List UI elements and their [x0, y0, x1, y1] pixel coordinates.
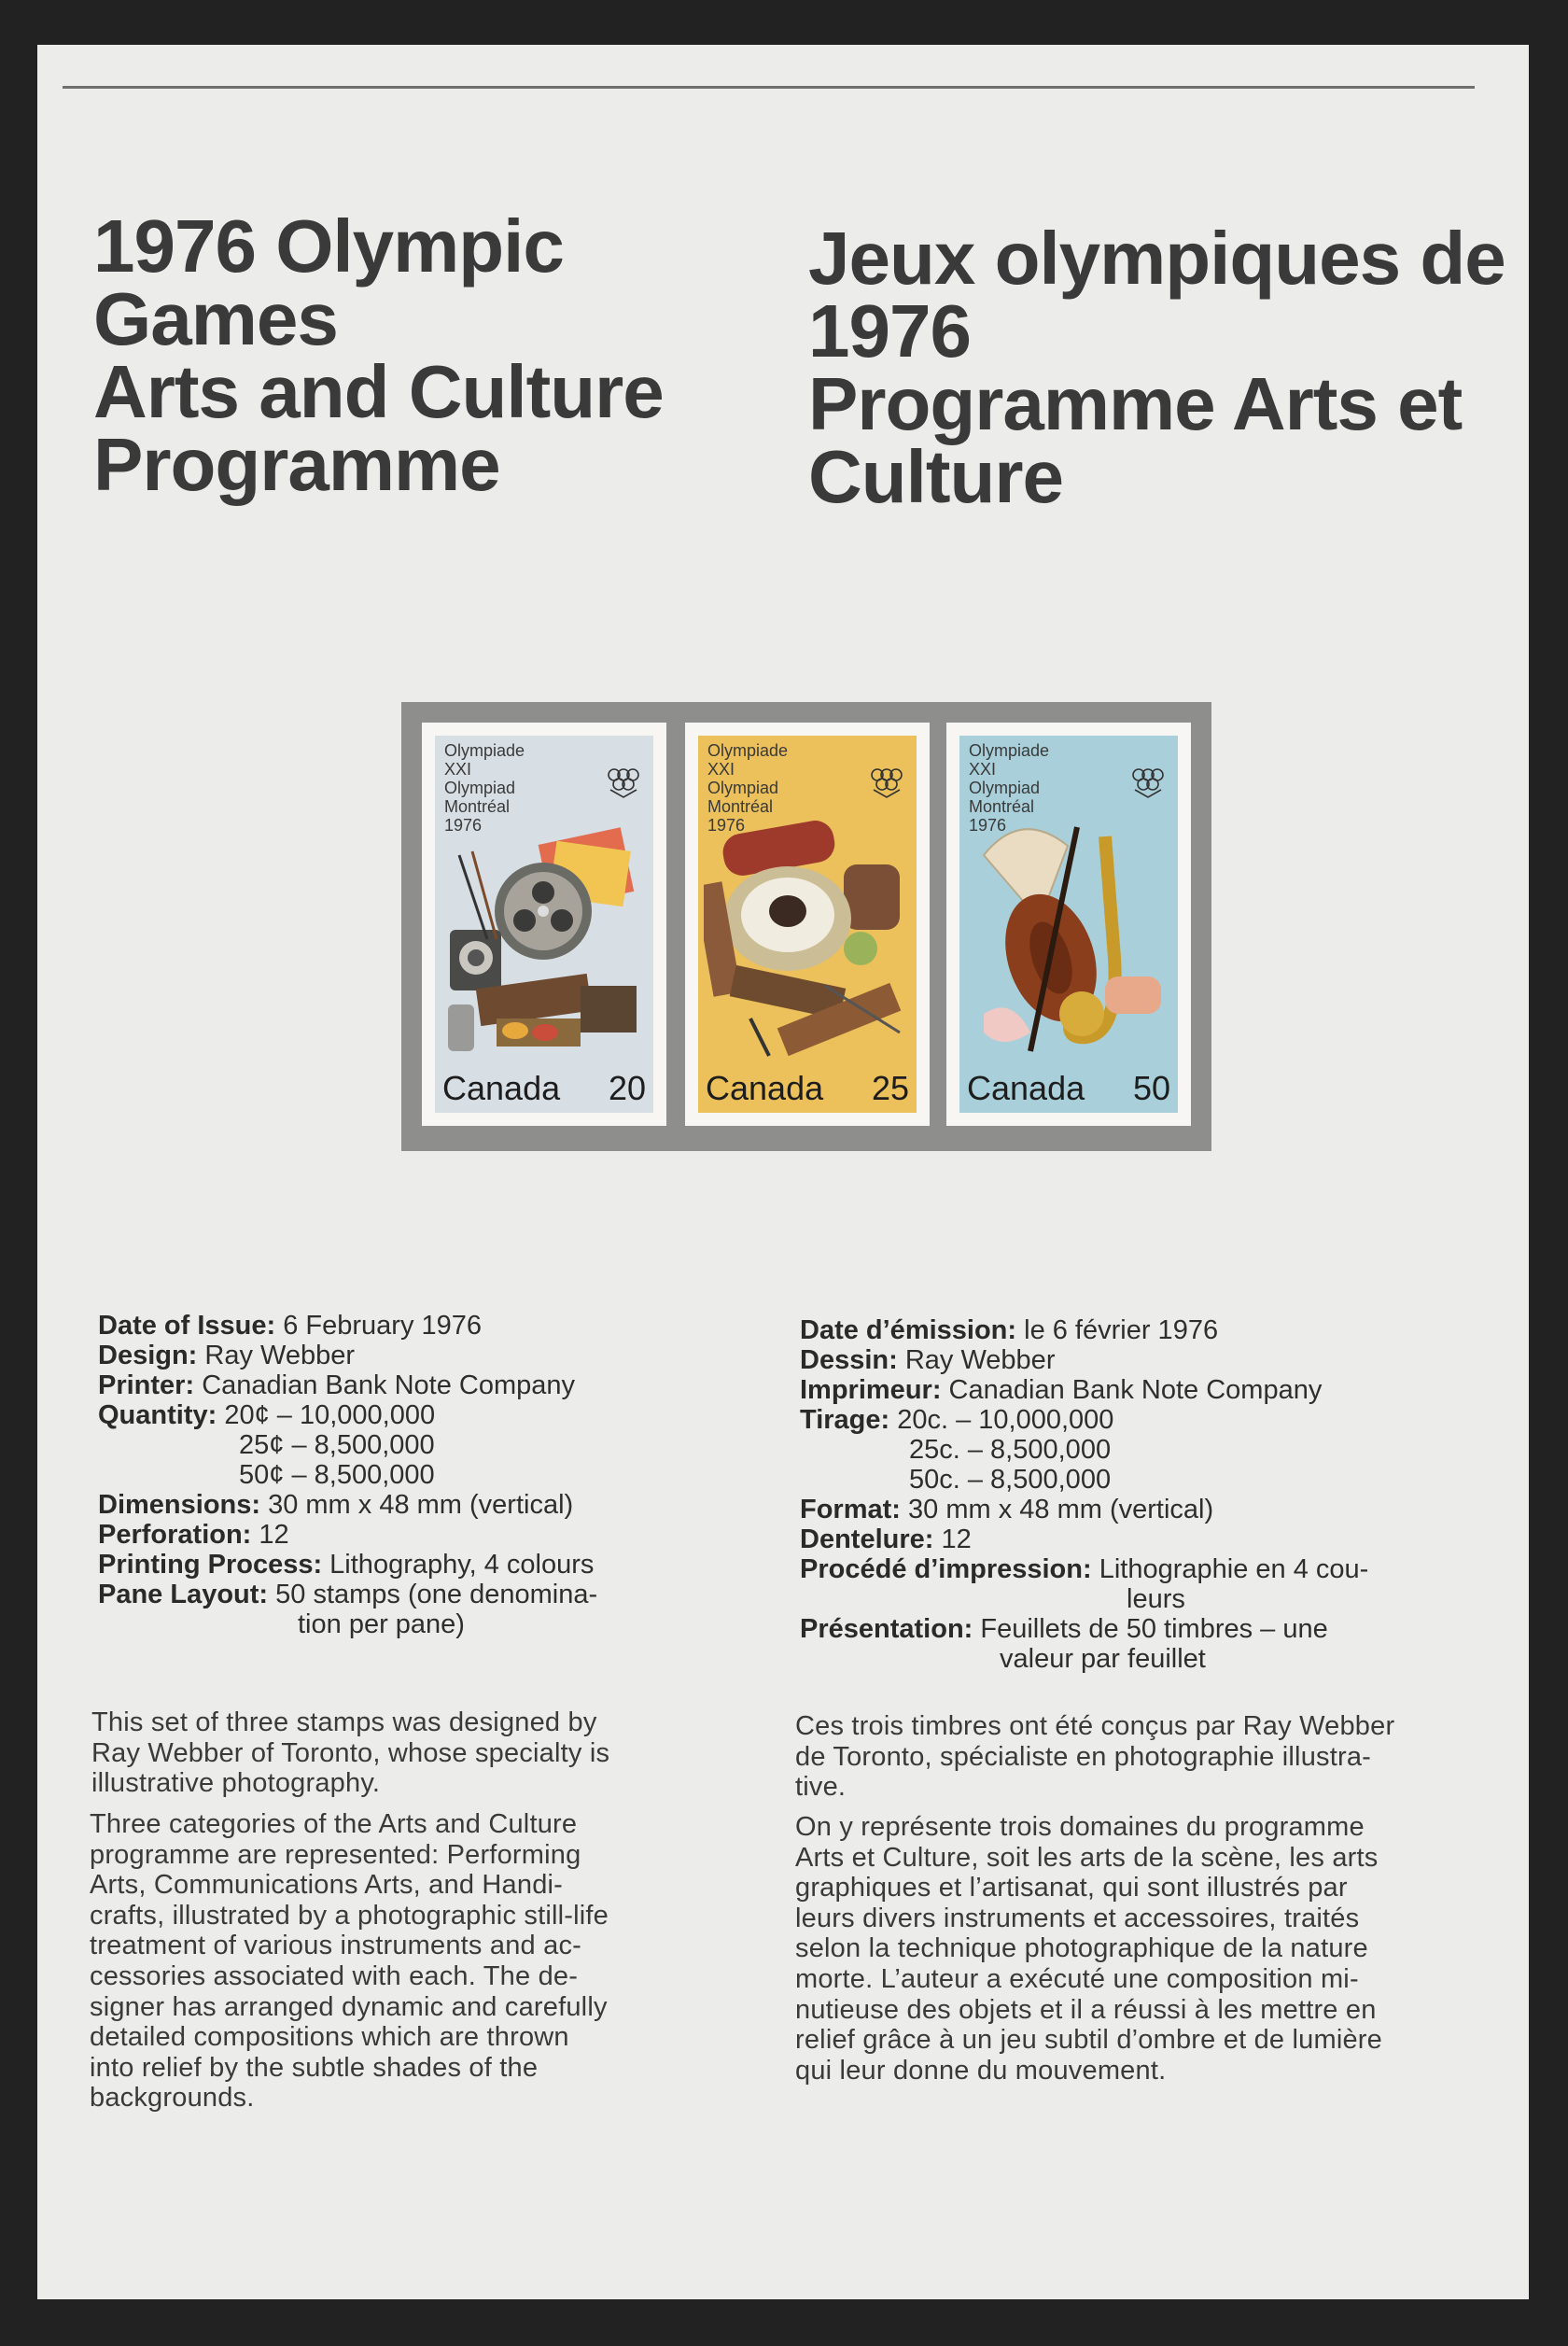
stamp-inscription: Olympiade XXI Olympiad Montréal 1976: [444, 741, 525, 835]
olympic-rings-icon: [868, 762, 905, 799]
printer-value: Canadian Bank Note Company: [941, 1375, 1323, 1405]
stamp-face: [435, 736, 653, 1113]
design-value: Ray Webber: [897, 1345, 1056, 1375]
design-value: Ray Webber: [197, 1341, 356, 1370]
printer-label: Printer:: [98, 1370, 195, 1400]
quantity-label: Tirage:: [800, 1405, 890, 1435]
quantity-value: 50c. – 8,500,000: [909, 1465, 1112, 1495]
process-value: Lithographie en 4 cou-: [1091, 1554, 1369, 1584]
format-label: Format:: [800, 1495, 901, 1524]
process-value: Lithography, 4 colours: [322, 1550, 595, 1580]
perforation-label: Dentelure:: [800, 1524, 934, 1554]
description-french-2: On y représente trois domaines du programme Arts et Culture, soit les arts de la scène, les arts graphiques et l’artisanat, qui sont illustrés par leurs divers instruments et accessoires, traités selon la technique photographique de la nature morte. L’auteur a exécuté une composition mi- nutieuse des objets et il a réussi à les mettre en relief grâce à un jeu subtil d’ombre et de lumière qui leur donne du mouvement.: [795, 1812, 1382, 2086]
date-value: le 6 février 1976: [1016, 1315, 1219, 1345]
printer-value: Canadian Bank Note Company: [194, 1370, 575, 1400]
quantity-label: Quantity:: [98, 1400, 217, 1430]
quantity-value: 50¢ – 8,500,000: [239, 1460, 435, 1490]
stamp-inscription: Olympiade XXI Olympiad Montréal 1976: [969, 741, 1050, 835]
olympic-rings-icon: [1129, 762, 1167, 799]
perforation-value: 12: [933, 1524, 972, 1554]
process-label: Procédé d’impression:: [800, 1554, 1092, 1584]
quantity-value: 20¢ – 10,000,000: [217, 1400, 436, 1430]
dimensions-label: Dimensions:: [98, 1490, 261, 1520]
stamp-inscription: Olympiade XXI Olympiad Montréal 1976: [707, 741, 789, 835]
stamp-20: [422, 723, 666, 1126]
process-value: leurs: [1127, 1584, 1185, 1614]
title-english: 1976 Olympic Games Arts and Culture Programme: [93, 204, 664, 506]
performing-arts-illustration: [965, 818, 1172, 1059]
design-label: Design:: [98, 1341, 198, 1370]
stamp-face: [959, 736, 1178, 1113]
dimensions-value: 30 mm x 48 mm (vertical): [260, 1490, 574, 1520]
title-french: Jeux olympiques de 1976 Programme Arts et Culture: [808, 217, 1505, 518]
design-label: Dessin:: [800, 1345, 898, 1375]
date-value: 6 February 1976: [275, 1311, 483, 1341]
handicrafts-illustration: [704, 818, 911, 1059]
quantity-value: 25¢ – 8,500,000: [239, 1430, 435, 1460]
stamp-country: Canada: [706, 1069, 824, 1107]
pane-value: valeur par feuillet: [1000, 1644, 1206, 1674]
pane-label: Pane Layout:: [98, 1580, 269, 1609]
stamp-value: 20: [608, 1069, 646, 1107]
quantity-value: 20c. – 10,000,000: [889, 1405, 1114, 1435]
stamp-50: [946, 723, 1191, 1126]
stamp-value: 50: [1132, 1069, 1170, 1107]
stamp-25: [685, 723, 930, 1126]
perforation-value: 12: [251, 1520, 289, 1550]
date-label: Date d’émission:: [800, 1315, 1017, 1345]
pane-label: Présentation:: [800, 1614, 973, 1644]
format-value: 30 mm x 48 mm (vertical): [900, 1495, 1214, 1524]
stamp-country: Canada: [967, 1069, 1085, 1107]
pane-value: tion per pane): [298, 1609, 465, 1639]
stamp-value: 25: [871, 1069, 909, 1107]
stamp-country: Canada: [442, 1069, 561, 1107]
process-label: Printing Process:: [98, 1550, 323, 1580]
perforation-label: Perforation:: [98, 1520, 252, 1550]
printer-label: Imprimeur:: [800, 1375, 942, 1405]
details-english: [98, 1311, 751, 1639]
pane-value: 50 stamps (one denomina-: [268, 1580, 598, 1609]
description-english-1: This set of three stamps was designed by Ray Webber of Toronto, whose specialty is illustrative photography.: [91, 1707, 610, 1799]
stamp-face: [698, 736, 917, 1113]
olympic-rings-icon: [605, 762, 642, 799]
communications-arts-illustration: [441, 818, 648, 1059]
top-rule: [63, 86, 1475, 89]
stamp-strip: [401, 702, 1211, 1151]
description-english-2: Three categories of the Arts and Culture programme are represented: Performing Arts, Communications Arts, and Handi- crafts, illustrated by a photographic still-life treatment of various instruments and ac- cessories associated with each. The de- signer has arranged dynamic and carefully detailed compositions which are thrown into relief by the subtle shades of the backgrounds.: [90, 1809, 609, 2114]
date-label: Date of Issue:: [98, 1311, 276, 1341]
details-french: [800, 1315, 1509, 1674]
pane-value: Feuillets de 50 timbres – une: [973, 1614, 1328, 1644]
quantity-value: 25c. – 8,500,000: [909, 1435, 1112, 1465]
description-french-1: Ces trois timbres ont été conçus par Ray Webber de Toronto, spécialiste en photographie illustra- tive.: [795, 1711, 1395, 1803]
